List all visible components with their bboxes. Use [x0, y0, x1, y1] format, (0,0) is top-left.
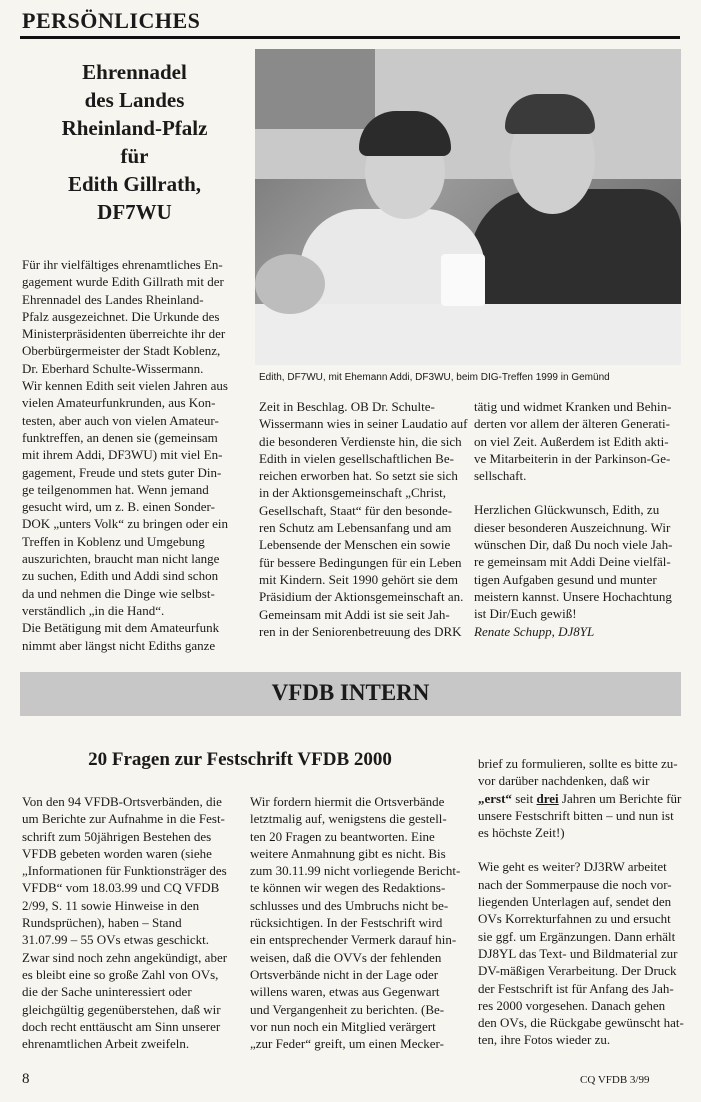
text-line: DJ8YL das Text- und Bildmaterial zur: [478, 945, 678, 961]
text-line: gagement wurde Edith Gillrath mit der: [22, 274, 224, 290]
text-line: wünschen Dir, daß Du noch viele Jah-: [474, 537, 673, 553]
text-line: „zur Feder“ greift, um einen Mecker-: [250, 1036, 444, 1052]
text-line: und Vergangenheit zu berichten. (Be-: [250, 1001, 445, 1017]
text-line: res 2000 vorgesehen. Danach gehen: [478, 997, 666, 1013]
text-line: funktreffen, an denen sie (gemeinsam: [22, 429, 218, 445]
text-line: „Informationen für Funktionsträger des: [22, 863, 227, 879]
text-line: [474, 484, 680, 501]
text-line: Edith in vielen gesellschaftlichen Be-: [259, 450, 454, 466]
text-line: Zeit in Beschlag. OB Dr. Schulte-: [259, 399, 435, 414]
photo-caption: Edith, DF7WU, mit Ehemann Addi, DF3WU, beim DIG-Treffen 1999 in Gemünd: [259, 372, 610, 383]
text-line: Oberbürgermeister der Stadt Koblenz,: [22, 343, 221, 359]
article2-column-1: [22, 793, 232, 1052]
text-line: Für ihr vielfältiges ehrenamtliches En-: [22, 257, 223, 272]
headline-line: Rheinland-Pfalz: [61, 116, 208, 140]
text-line: die besonderen Verdienste hin, die sich: [259, 433, 462, 449]
text-line: Herzlichen Glückwunsch, Edith, zu: [474, 502, 660, 518]
text-line: Gesellschaft, Staat“ für den besonde-: [259, 502, 453, 518]
text-line: auszurichten, braucht man nicht lange: [22, 551, 220, 567]
text-line: verständlich „in die Hand“.: [22, 602, 165, 618]
text-line: Zwar sind noch zehn angekündigt, aber: [22, 949, 228, 965]
text-line: gleichgültig gegenüberstehen, daß wir: [22, 1001, 221, 1017]
article2-column-3-b: [478, 807, 684, 842]
text-line: 31.07.99 – 55 OVs etwas geschickt.: [22, 932, 210, 948]
text-line: brief zu formulieren, sollte es bitte zu-: [478, 756, 678, 771]
headline-line: DF7WU: [97, 200, 172, 224]
text-line: sellschaft.: [474, 468, 527, 484]
emphasis-line: [478, 790, 684, 807]
text-line: vor nun noch ein Mitglied verärgert: [250, 1018, 436, 1034]
article2-column-3: [478, 755, 684, 1049]
text-line: VFDB gebeten worden waren (siehe: [22, 845, 212, 861]
headline-line: Ehrennadel: [82, 60, 187, 84]
text-line: Von den 94 VFDB-Ortsverbänden, die: [22, 794, 222, 809]
text-line: Pfalz ausgezeichnet. Die Urkunde des: [22, 308, 220, 324]
text-line: vor darüber nachdenken, daß wir: [478, 773, 650, 789]
article1-column-1: [22, 256, 228, 654]
text-line: nimmt aber längst nicht Ediths ganze: [22, 637, 216, 653]
text-line: ge teilgenommen hat. Wenn jemand: [22, 481, 209, 497]
text-line: te können wir wegen des Redaktions-: [250, 880, 446, 896]
article-headline: [22, 58, 247, 226]
article2-column-2: [250, 793, 460, 1052]
text-line: der Festschrift ist für Anfang des Jah-: [478, 980, 674, 996]
text-line: meistern kannst. Unsere Hochachtung: [474, 588, 672, 604]
text-line: es bleibt eine so große Zahl von OVs,: [22, 966, 219, 982]
text-line: Gemeinsam mit Addi ist sie seit Jah-: [259, 606, 450, 622]
text-line: um Berichte zur Aufnahme in die Fest-: [22, 811, 225, 827]
magazine-issue: CQ VFDB 3/99: [580, 1074, 650, 1086]
text-line: weisen, daß die OVVs der fehlenden: [250, 949, 442, 965]
text-line: tätig und widmet Kranken und Behin-: [474, 399, 672, 414]
text-line: für bessere Bedingungen für ein Leben: [259, 554, 462, 570]
headline-line: Edith Gillrath,: [67, 172, 202, 196]
text-line: ten, ihre Fotos wieder zu.: [478, 1032, 611, 1048]
section-title: PERSÖNLICHES: [22, 8, 201, 33]
emphasis-drei: drei: [536, 790, 559, 806]
text-line: reichen erworben hat. So setzt sie sich: [259, 468, 458, 484]
text-line: nach der Sommerpause die noch vor-: [478, 876, 672, 892]
text-line: Ministerpräsidenten überreichte ihr der: [22, 326, 226, 342]
text-line: re gemeinsam mit Addi Deine vielfäl-: [474, 554, 671, 570]
text-line: liegenden Unterlagen auf, sendet den: [478, 894, 672, 910]
text-line: Die Betätigung mit dem Amateurfunk: [22, 620, 220, 636]
text-line: DV-mäßigen Verarbeitung. Der Druck: [478, 963, 677, 979]
text-line: Wir fordern hiermit die Ortsverbände: [250, 794, 445, 809]
text-line: Treffen in Koblenz und Umgebung: [22, 533, 205, 549]
text-line: Präsidium der Aktionsgemeinschaft an.: [259, 589, 464, 605]
author-signature: Renate Schupp, DJ8YL: [474, 623, 595, 639]
text-line: doch recht enttäuscht am Sinn unserer: [22, 1018, 221, 1034]
band-title: VFDB INTERN: [271, 680, 430, 705]
headline-line: für: [120, 144, 149, 168]
article-photo: [255, 49, 681, 365]
text-line: 2/99, S. 11 sowie Hinweise in den: [22, 897, 200, 913]
text-line: willens waren, etwas aus Gegenwart: [250, 984, 440, 1000]
text-line: Lebensende der Menschen ein sowie: [259, 537, 451, 553]
text-line: gagement, Freude und stets guter Din-: [22, 464, 222, 480]
text-line: Ehrennadel des Landes Rheinland-: [22, 291, 204, 307]
text-line: testen, aber auch von vielen Amateur-: [22, 412, 219, 428]
text-line: Rundsprüchen), haben – Stand: [22, 915, 182, 931]
text-line: vielen Amateurfunkrunden, aus Kon-: [22, 395, 216, 411]
text-line: in der Aktionsgemeinschaft „Christ,: [259, 485, 447, 501]
page-number: 8: [22, 1071, 30, 1087]
emphasis-erst: „erst“: [478, 790, 512, 806]
text-line: zu suchen, Edith und Addi sind schon: [22, 568, 219, 584]
article1-column-3-text: [474, 398, 680, 623]
text-line: ten 20 Fragen zu beantworten. Eine: [250, 828, 435, 844]
text-line: Wir kennen Edith seit vielen Jahren aus: [22, 378, 228, 394]
text-line: es höchste Zeit!): [478, 825, 565, 841]
text-line: die der Sache uninteressiert oder: [22, 984, 192, 1000]
text-line: den OVs, die Rückgabe gewünscht hat-: [478, 1015, 684, 1031]
headline-line: des Landes: [84, 88, 185, 112]
article2-column-3-a: [478, 755, 684, 790]
text-line: da und nehmen die Dinge wie selbst-: [22, 585, 215, 601]
text-line: ein entsprechender Vermerk darauf hin-: [250, 932, 457, 948]
text-line: ren in der Seniorenbetreuung des DRK: [259, 623, 462, 639]
text-line: ist Dir/Euch gewiß!: [474, 606, 577, 622]
text-line: ve Mitarbeiterin in der Parkinson-Ge-: [474, 450, 671, 466]
text-line: OVs Korrekturfahnen zu und ersucht: [478, 911, 671, 927]
emphasis-mid-1: seit: [511, 790, 537, 806]
article2-column-3-c: [478, 858, 684, 1048]
text-line: ehrenamtlichen Arbeit zweifeln.: [22, 1036, 190, 1052]
text-line: mit ihrem Addi, DF3WU) mit viel En-: [22, 447, 223, 463]
text-line: Wissermann wies in seiner Laudatio auf: [259, 416, 468, 432]
emphasis-mid-2: Jahren um Berichte für: [558, 790, 682, 806]
text-line: on viel Zeit. Außerdem ist Edith akti-: [474, 433, 669, 449]
text-line: tigen Aufgaben gesund und munter: [474, 571, 657, 587]
text-line: Wie geht es weiter? DJ3RW arbeitet: [478, 859, 667, 875]
text-line: schlusses und des Umbruchs nicht be-: [250, 897, 449, 913]
text-line: Dr. Eberhard Schulte-Wissermann.: [22, 360, 204, 376]
text-line: sie ggf. um Ergänzungen. Dann erhält: [478, 928, 676, 944]
text-line: gesucht wird, um z. B. einen Sonder-: [22, 499, 215, 515]
text-line: DOK „unters Volk“ zu bringen oder ein: [22, 516, 229, 532]
text-line: VFDB“ vom 18.03.99 und CQ VFDB: [22, 880, 220, 896]
text-line: schrift zum 50jährigen Bestehen des: [22, 828, 212, 844]
text-line: unsere Festschrift bitten – und nun ist: [478, 807, 674, 823]
text-line: weitere Anmahnung gibt es nicht. Bis: [250, 845, 446, 861]
text-line: zum 30.11.99 nicht vorliegende Bericht-: [250, 863, 461, 879]
article1-column-3: [474, 398, 680, 640]
article1-column-2: [259, 398, 468, 640]
text-line: letztmalig auf, wenigstens die gestell-: [250, 811, 447, 827]
section-rule: [20, 36, 680, 39]
text-line: derten vor allem der älteren Generati-: [474, 416, 670, 432]
article2-title: 20 Fragen zur Festschrift VFDB 2000: [88, 749, 392, 770]
text-line: rücksichtigen. In der Festschrift wird: [250, 915, 443, 931]
text-line: Ortsverbände nicht in der Lage oder: [250, 966, 439, 982]
text-line: ren Schutz am Lebensanfang und am: [259, 520, 452, 536]
text-line: mit Kindern. Seit 1990 gehört sie dem: [259, 571, 458, 587]
text-line: dieser besonderen Auszeichnung. Wir: [474, 519, 671, 535]
